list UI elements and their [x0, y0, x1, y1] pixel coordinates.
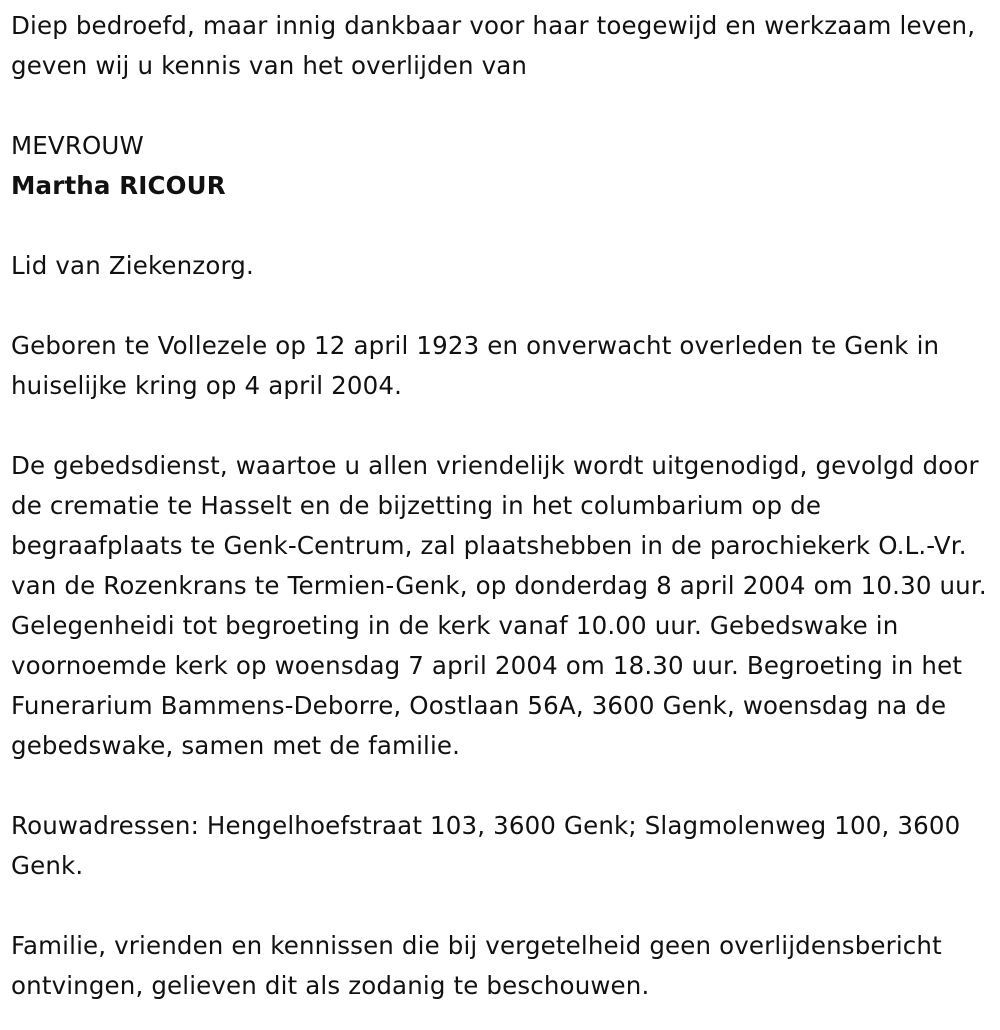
obituary-document	[11, 6, 996, 1006]
title-prefix: MEVROUW	[11, 131, 144, 160]
intro-paragraph: Diep bedroefd, maar innig dankbaar voor haar toegewijd en werkzaam leven, geven wij u kennis van het overlijden van	[11, 11, 976, 80]
membership-paragraph: Lid van Ziekenzorg.	[11, 251, 254, 280]
closing-paragraph: Familie, vrienden en kennissen die bij vergetelheid geen overlijdensbericht ontvingen, gelieven dit als zodanig te beschouwen.	[11, 931, 942, 1000]
addresses-paragraph: Rouwadressen: Hengelhoefstraat 103, 3600 Genk; Slagmolenweg 100, 3600 Genk.	[11, 811, 961, 880]
birth-death-paragraph: Geboren te Vollezele op 12 april 1923 en onverwacht overleden te Genk in huiselijke kring op 4 april 2004.	[11, 331, 940, 400]
deceased-name: Martha RICOUR	[11, 171, 226, 200]
service-paragraph: De gebedsdienst, waartoe u allen vriendelijk wordt uitgenodigd, gevolgd door de crematie te Hasselt en de bijzetting in het columbarium op de begraafplaats te Genk-Centrum, zal plaatshebben in de parochiekerk O.L.-Vr. van de Rozenkrans te Termien-Genk, op donderdag 8 april 2004 om 10.30 uur. Gelegenheidi tot begroeting in de kerk vanaf 10.00 uur. Gebedswake in voornoemde kerk op woensdag 7 april 2004 om 18.30 uur. Begroeting in het Funerarium Bammens-Deborre, Oostlaan 56A, 3600 Genk, woensdag na de gebedswake, samen met de familie.	[11, 451, 987, 760]
